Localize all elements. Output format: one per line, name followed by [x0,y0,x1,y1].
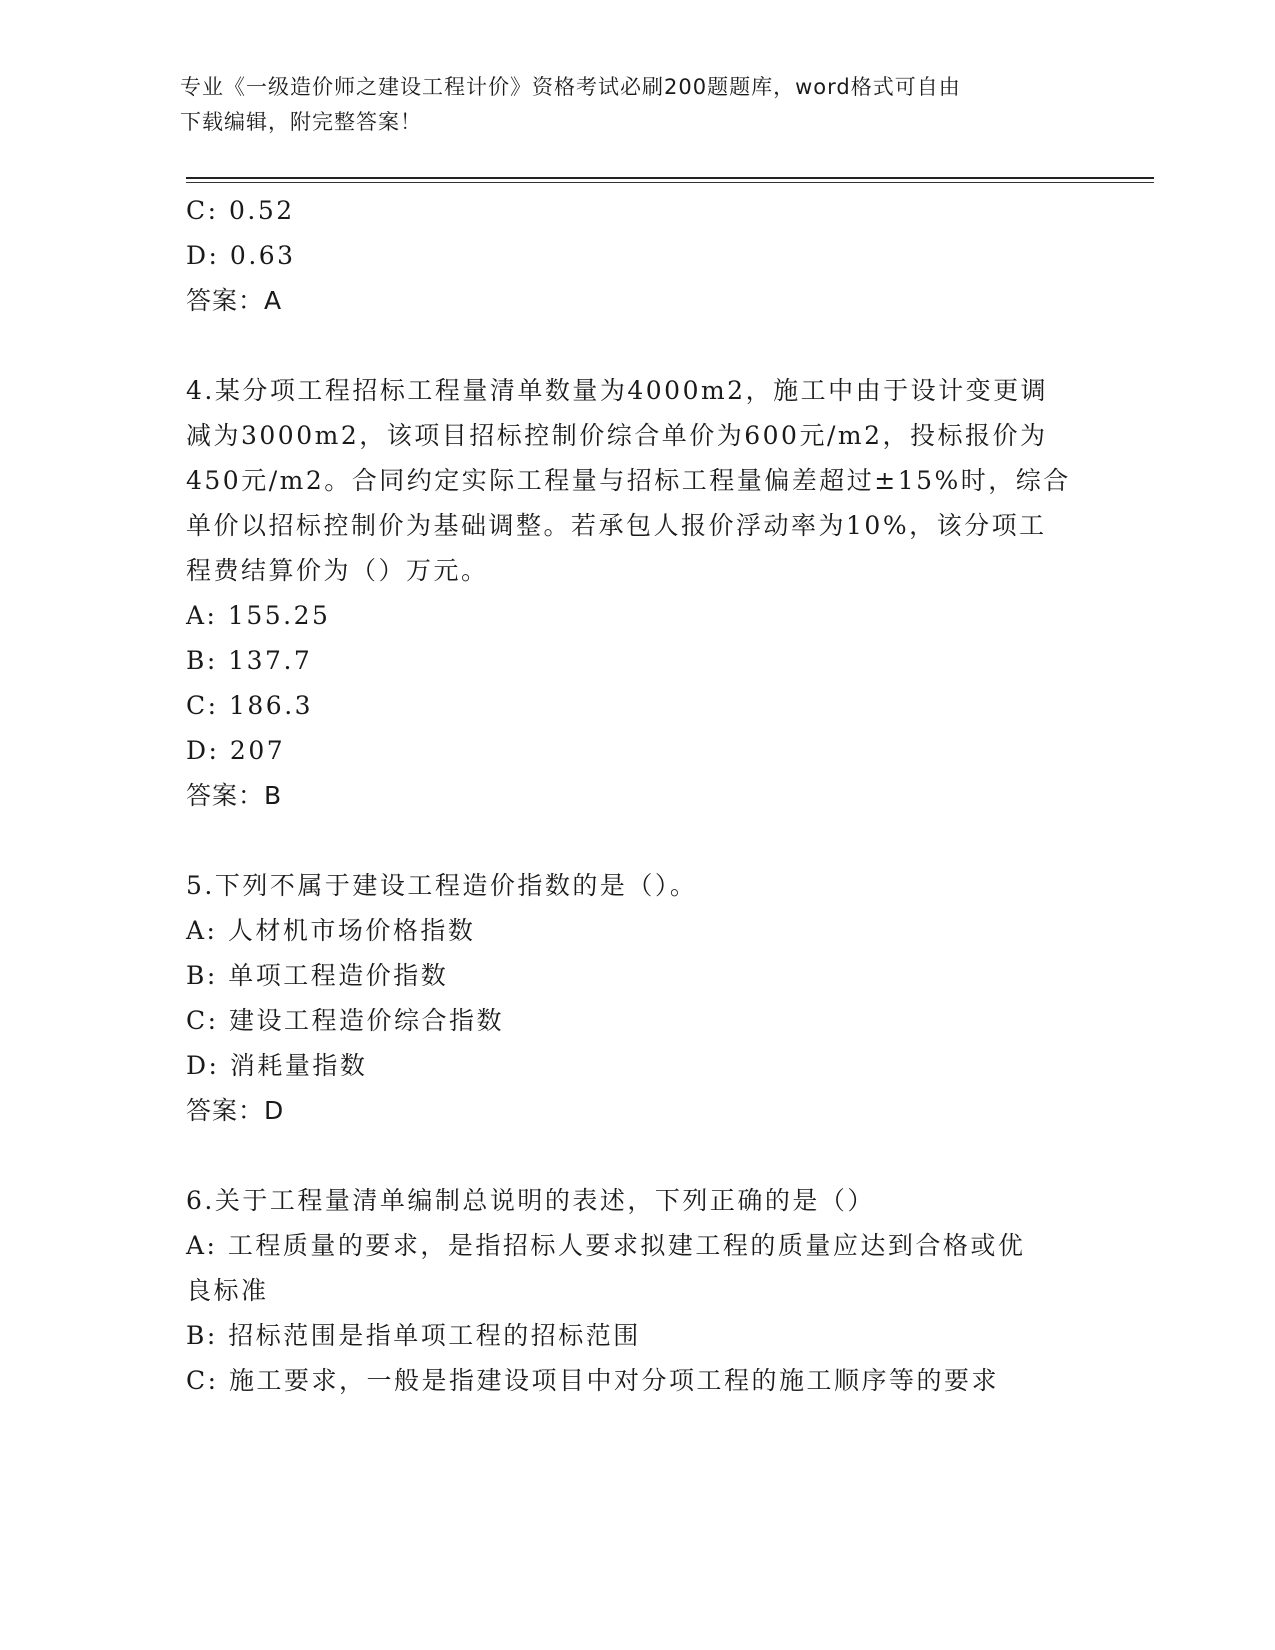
q4-stem-line: 减为3000m2，该项目招标控制价综合单价为600元/m2，投标报价为 [186,421,1048,450]
q6-option-a-line: 良标准 [186,1276,269,1305]
q4-stem-line: 单价以招标控制价为基础调整。若承包人报价浮动率为10%，该分项工 [186,511,1047,540]
question-list [186,188,1086,1403]
q4-option-d: D: 207 [186,736,286,765]
q4-stem-line: 450元/m2。合同约定实际工程量与招标工程量偏差超过±15%时，综合 [186,466,1071,495]
document-header [180,70,1070,140]
header-line-1: 专业《一级造价师之建设工程计价》资格考试必刷200题题库，word格式可自由 [180,75,961,99]
header-divider-thick [186,177,1154,179]
q3-option-c: C: 0.52 [186,196,295,225]
q6-option-a-line: A: 工程质量的要求，是指招标人要求拟建工程的质量应达到合格或优 [186,1231,1026,1260]
question-3-tail [186,188,1086,323]
q4-option-a: A: 155.25 [186,601,331,630]
q3-answer: 答案：A [186,286,283,315]
q5-option-a: A: 人材机市场价格指数 [186,916,476,945]
spacer [186,818,1086,863]
q4-stem-line: 程费结算价为（）万元。 [186,556,489,585]
q6-stem: 6.关于工程量清单编制总说明的表述，下列正确的是（） [186,1186,875,1215]
q4-option-c: C: 186.3 [186,691,314,720]
q5-option-d: D: 消耗量指数 [186,1051,368,1080]
spacer [186,323,1086,368]
header-line-2: 下载编辑，附完整答案！ [180,110,422,134]
header-divider-thin [186,182,1154,183]
q3-option-d: D: 0.63 [186,241,296,270]
q5-answer: 答案：D [186,1096,285,1125]
q6-option-b: B: 招标范围是指单项工程的招标范围 [186,1321,641,1350]
q5-stem: 5.下列不属于建设工程造价指数的是（）。 [186,871,698,900]
q4-stem-line: 4.某分项工程招标工程量清单数量为4000m2，施工中由于设计变更调 [186,376,1049,405]
question-5 [186,863,1086,1133]
question-6 [186,1178,1086,1403]
question-4 [186,368,1086,818]
q5-option-b: B: 单项工程造价指数 [186,961,449,990]
spacer [186,1133,1086,1178]
q5-option-c: C: 建设工程造价综合指数 [186,1006,504,1035]
q6-option-c: C: 施工要求，一般是指建设项目中对分项工程的施工顺序等的要求 [186,1366,1000,1395]
q4-option-b: B: 137.7 [186,646,313,675]
q4-answer: 答案：B [186,781,283,810]
